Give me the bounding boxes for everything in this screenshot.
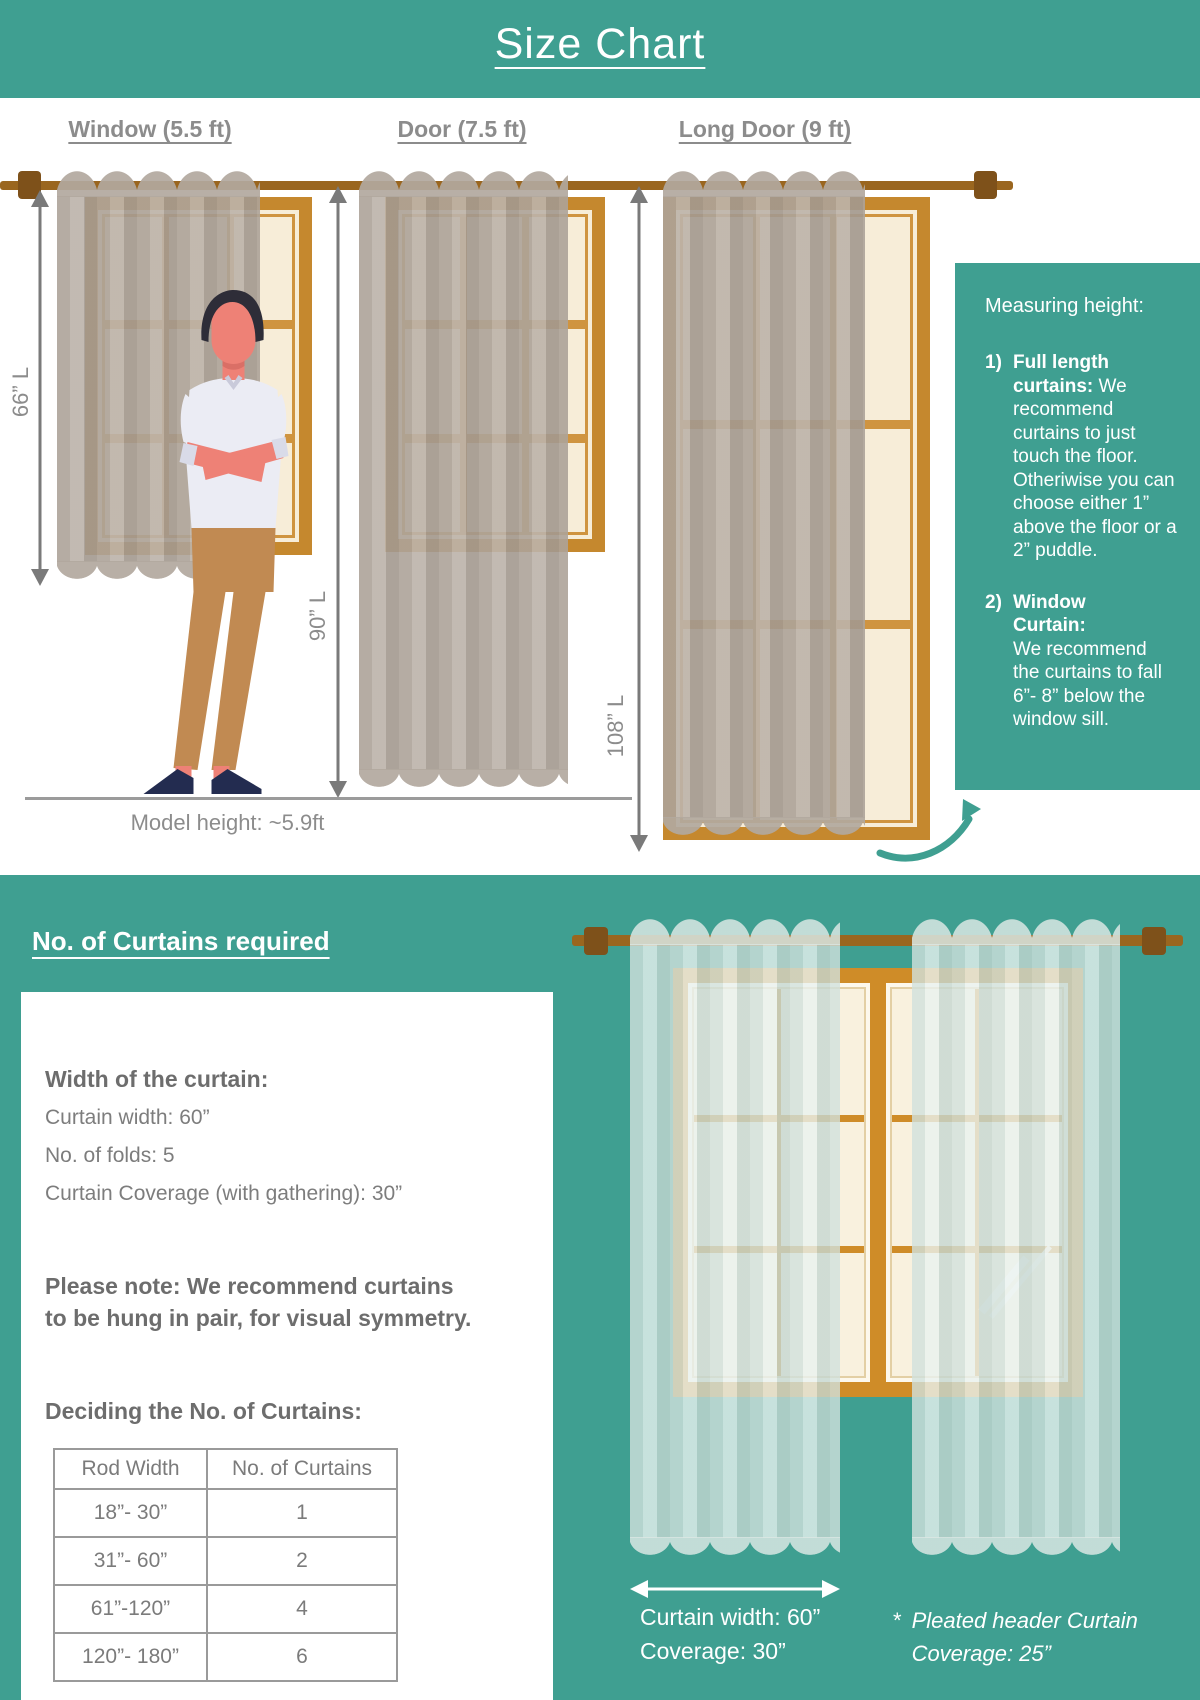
table-row xyxy=(54,1537,397,1585)
pleated-header-note xyxy=(893,1604,1138,1670)
curved-pointer-icon xyxy=(874,797,989,863)
item-text: Window Curtain: We recommend the curtains to fall 6”- 8” below the window sill. xyxy=(1013,591,1162,730)
pleat-note-text: Pleated header Curtain Coverage: 25” xyxy=(911,1608,1138,1666)
cell-rod-width: 61”-120” xyxy=(54,1585,207,1633)
cell-curtains: 1 xyxy=(207,1489,397,1537)
item-number: 1) xyxy=(985,352,1002,373)
sheer-curtain-right xyxy=(912,944,1120,1538)
table-row xyxy=(54,1585,397,1633)
pair-note: Please note: We recommend curtains to be hung in pair, for visual symmetry. xyxy=(45,1273,472,1331)
measuring-item-1 xyxy=(985,351,1178,563)
width-title: Width of the curtain: xyxy=(45,1066,269,1092)
table-header-row xyxy=(54,1449,397,1489)
rod-finial xyxy=(974,171,997,199)
sheer-curtain-left xyxy=(630,944,840,1538)
table-row xyxy=(54,1489,397,1537)
spec-folds: No. of folds: 5 xyxy=(45,1144,175,1167)
curtain-90-inch xyxy=(359,196,568,770)
spec-curtain-width: Curtain width: 60” xyxy=(45,1106,210,1129)
label-long-door: Long Door (9 ft) xyxy=(678,116,852,142)
rod-finial xyxy=(1142,927,1166,955)
cell-rod-width: 31”- 60” xyxy=(54,1537,207,1585)
measuring-item-2 xyxy=(985,591,1178,732)
curtains-required-heading: No. of Curtains required xyxy=(32,926,330,956)
length-label-66: 66” L xyxy=(8,366,33,418)
length-label-90: 90” L xyxy=(305,590,330,642)
header-band xyxy=(0,0,1200,98)
model-illustration xyxy=(128,290,333,800)
width-arrow xyxy=(630,1578,840,1600)
curtain-108-inch xyxy=(663,196,865,818)
item-text: Full length curtains: We recommend curtains to just touch the floor. Otheriwise you can choose either 1” above the floor or a 2” puddle. xyxy=(1013,352,1177,561)
model-height-label: Model height: ~5.9ft xyxy=(130,810,325,835)
table-row xyxy=(54,1633,397,1681)
bottom-coverage-label: Coverage: 30” xyxy=(640,1638,786,1664)
curtain-count-table xyxy=(53,1448,398,1682)
item-number: 2) xyxy=(985,591,1002,613)
cell-rod-width: 120”- 180” xyxy=(54,1633,207,1681)
cell-curtains: 4 xyxy=(207,1585,397,1633)
measuring-box-title: Measuring height: xyxy=(985,295,1144,317)
table-title: Deciding the No. of Curtains: xyxy=(45,1398,362,1424)
cell-rod-width: 18”- 30” xyxy=(54,1489,207,1537)
page-title: Size Chart xyxy=(494,20,706,68)
length-label-108: 108” L xyxy=(603,694,628,758)
spec-coverage: Curtain Coverage (with gathering): 30” xyxy=(45,1182,403,1205)
bottom-width-label: Curtain width: 60” xyxy=(640,1604,821,1630)
label-door: Door (7.5 ft) xyxy=(397,116,527,142)
rod-finial xyxy=(584,927,608,955)
measuring-height-box xyxy=(955,263,1200,790)
cell-curtains: 6 xyxy=(207,1633,397,1681)
measure-arrow-108 xyxy=(627,186,651,852)
col-no-curtains: No. of Curtains xyxy=(207,1449,397,1489)
cell-curtains: 2 xyxy=(207,1537,397,1585)
col-rod-width: Rod Width xyxy=(54,1449,207,1489)
label-window: Window (5.5 ft) xyxy=(68,116,232,142)
asterisk: * xyxy=(893,1608,902,1633)
